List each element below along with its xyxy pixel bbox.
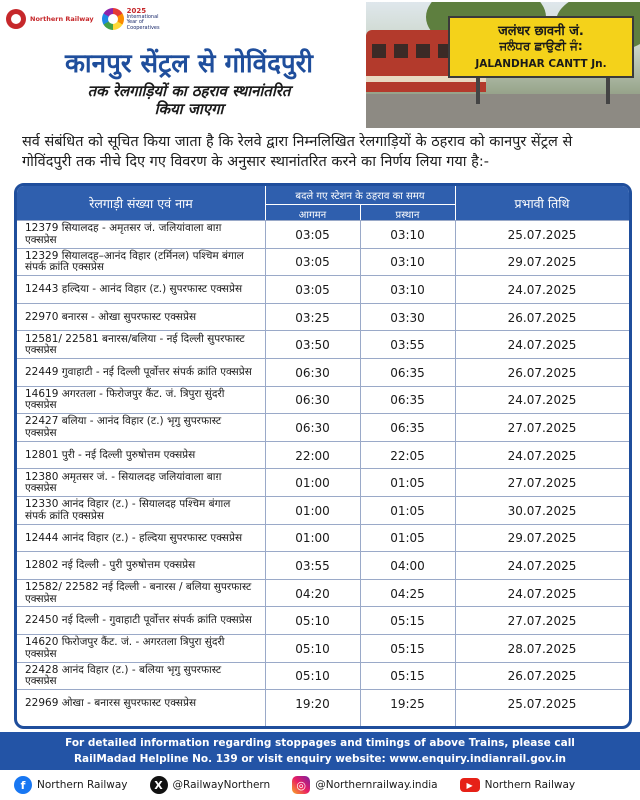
train-name-cell: 14620 फिरोजपुर कैंट. जं. - अगरतला त्रिपुरा सुंदरी एक्सप्रेस xyxy=(25,636,225,660)
table-row xyxy=(17,634,629,663)
effective-date-cell: 26.07.2025 xyxy=(507,365,577,380)
train-name-cell: 22969 ओखा - बनारस सुपरफास्ट एक्सप्रेस xyxy=(25,697,197,710)
page-subtitle xyxy=(14,82,364,118)
table-row xyxy=(17,606,629,635)
x-link[interactable] xyxy=(150,776,271,794)
facebook-link[interactable] xyxy=(14,776,128,794)
railway-emblem-icon xyxy=(6,9,26,29)
departure-cell: 03:30 xyxy=(390,310,425,325)
x-label: @RailwayNorthern xyxy=(172,779,271,791)
arrival-cell: 05:10 xyxy=(295,614,330,629)
table-row xyxy=(17,468,629,497)
arrival-cell: 19:20 xyxy=(295,696,330,711)
youtube-icon: ▶ xyxy=(460,778,480,792)
column-divider xyxy=(455,220,456,726)
railway-name: Northern Railway xyxy=(30,14,94,23)
arrival-cell: 03:05 xyxy=(295,227,330,242)
train-name-cell: 12581/ 22581 बनारस/बलिया - नई दिल्ली सुपरफास्ट एक्सप्रेस xyxy=(25,332,245,357)
instagram-link[interactable] xyxy=(292,776,437,794)
train-name-cell: 14619 अगरतला - फिरोजपुर कैंट. जं. त्रिपुरा सुंदरी एक्सप्रेस xyxy=(25,387,225,412)
arrival-cell: 01:00 xyxy=(295,503,330,518)
header-divider xyxy=(265,186,266,220)
header-train: रेलगाड़ी संख्या एवं नाम xyxy=(89,196,193,211)
train-name-cell: 12443 हल्दिया - आनंद विहार (ट.) सुपरफास्ट एक्सप्रेस xyxy=(25,283,243,296)
footer-line-1: For detailed information regarding stoppages and timings of above Trains, please call xyxy=(65,737,575,749)
platform-shape xyxy=(366,94,640,128)
schedule-table xyxy=(14,183,632,729)
northern-railway-logo xyxy=(6,9,94,29)
departure-cell: 01:05 xyxy=(390,503,425,518)
table-row xyxy=(17,358,629,387)
sign-line-1: जलंधर छावनी जं. xyxy=(498,24,584,39)
sign-pole xyxy=(476,74,480,104)
iyc-ring-icon xyxy=(102,8,124,30)
effective-date-cell: 24.07.2025 xyxy=(507,338,577,353)
header xyxy=(0,0,640,128)
departure-cell: 04:00 xyxy=(390,558,425,573)
arrival-cell: 01:00 xyxy=(295,476,330,491)
arrival-cell: 04:20 xyxy=(295,586,330,601)
x-icon: X xyxy=(150,776,168,794)
sign-line-3: JALANDHAR CANTT Jn. xyxy=(475,58,607,70)
table-row xyxy=(17,386,629,415)
effective-date-cell: 27.07.2025 xyxy=(507,420,577,435)
departure-cell: 05:15 xyxy=(390,614,425,629)
facebook-icon: f xyxy=(14,776,32,794)
table-header xyxy=(17,186,629,220)
train-name-cell: 12379 सियालदह - अमृतसर जं. जलियांवाला बाग़ एक्सप्रेस xyxy=(25,222,222,246)
effective-date-cell: 24.07.2025 xyxy=(507,393,577,408)
sign-line-2: ਜਲੰਧਰ ਛਾਉਣੀ ਜੰ: xyxy=(499,39,583,53)
footer-info xyxy=(0,732,640,770)
arrival-cell: 05:10 xyxy=(295,641,330,656)
departure-cell: 03:10 xyxy=(390,282,425,297)
departure-cell: 01:05 xyxy=(390,531,425,546)
train-name-cell: 22970 बनारस - ओखा सुपरफास्ट एक्सप्रेस xyxy=(25,310,197,323)
arrival-cell: 06:30 xyxy=(295,393,330,408)
departure-cell: 03:55 xyxy=(390,338,425,353)
social-bar xyxy=(0,770,640,800)
table-row xyxy=(17,689,629,718)
table-row xyxy=(17,220,629,249)
arrival-cell: 03:05 xyxy=(295,255,330,270)
iyc-text: International Year of Cooperatives xyxy=(126,13,160,31)
table-row xyxy=(17,248,629,277)
header-arrival: आगमन xyxy=(298,210,327,221)
sign-pole xyxy=(606,74,610,104)
subtitle-line-1: तक रेलगाड़ियों का ठहराव स्थानांतरित xyxy=(87,82,291,100)
intro-text: सर्व संबंधित को सूचित किया जाता है कि रेलवे द्वारा निम्नलिखित रेलगाड़ियों के ठहराव को कानपुर सेंट्रल से गोविंदपुरी तक नीचे दिए गए विवरण के अनुसार स्थानांतरित करने का निर्णय लिया गया है:- xyxy=(22,134,573,170)
effective-date-cell: 24.07.2025 xyxy=(507,448,577,463)
effective-date-cell: 29.07.2025 xyxy=(507,531,577,546)
departure-cell: 05:15 xyxy=(390,641,425,656)
iyc-logo xyxy=(102,7,169,32)
header-divider xyxy=(360,204,361,220)
train-name-cell: 22450 नई दिल्ली - गुवाहाटी पूर्वोत्तर संपर्क क्रांति एक्सप्रेस xyxy=(25,614,252,627)
train-name-cell: 12802 नई दिल्ली - पुरी पुरुषोत्तम एक्सप्रेस xyxy=(25,559,196,572)
effective-date-cell: 26.07.2025 xyxy=(507,669,577,684)
train-window xyxy=(372,44,386,58)
youtube-link[interactable] xyxy=(460,778,576,792)
departure-cell: 03:10 xyxy=(390,255,425,270)
arrival-cell: 22:00 xyxy=(295,448,330,463)
train-name-cell: 22427 बलिया - आनंद विहार (ट.) भृगु सुपरफास्ट एक्सप्रेस xyxy=(25,415,222,439)
train-window xyxy=(416,44,430,58)
table-row xyxy=(17,579,629,608)
table-row xyxy=(17,413,629,442)
effective-date-cell: 27.07.2025 xyxy=(507,476,577,491)
subtitle-line-2: किया जाएगा xyxy=(154,100,224,118)
departure-cell: 19:25 xyxy=(390,696,425,711)
departure-cell: 22:05 xyxy=(390,448,425,463)
departure-cell: 01:05 xyxy=(390,476,425,491)
iyc-year: 2025 xyxy=(126,6,147,15)
departure-cell: 06:35 xyxy=(390,365,425,380)
header-divider xyxy=(455,186,456,220)
effective-date-cell: 25.07.2025 xyxy=(507,696,577,711)
instagram-icon: ◎ xyxy=(292,776,310,794)
effective-date-cell: 27.07.2025 xyxy=(507,614,577,629)
departure-cell: 06:35 xyxy=(390,393,425,408)
header-date: प्रभावी तिथि xyxy=(514,196,570,211)
station-photo xyxy=(366,2,640,128)
footer-line-2: RailMadad Helpline No. 139 or visit enquiry website: www.enquiry.indianrail.gov.in xyxy=(73,753,567,765)
effective-date-cell: 26.07.2025 xyxy=(507,310,577,325)
logo-row xyxy=(6,4,169,34)
train-name-cell: 12444 आनंद विहार (ट.) - हल्दिया सुपरफास्ट एक्सप्रेस xyxy=(25,531,243,544)
arrival-cell: 01:00 xyxy=(295,531,330,546)
station-sign xyxy=(448,16,634,78)
train-name-cell: 12330 आनंद विहार (ट.) - सियालदह पश्चिम बंगाल संपर्क क्रांति एक्सप्रेस xyxy=(25,498,231,522)
train-name-cell: 12380 अमृतसर जं. - सियालदह जलियांवाला बाग़ एक्सप्रेस xyxy=(25,470,222,495)
table-row xyxy=(17,441,629,470)
arrival-cell: 03:55 xyxy=(295,558,330,573)
departure-cell: 06:35 xyxy=(390,420,425,435)
youtube-label: Northern Railway xyxy=(484,779,576,791)
effective-date-cell: 24.07.2025 xyxy=(507,558,577,573)
page-title: कानपुर सेंट्रल से गोविंदपुरी xyxy=(64,49,314,79)
column-divider xyxy=(360,220,361,726)
arrival-cell: 03:25 xyxy=(295,310,330,325)
header-departure: प्रस्थान xyxy=(395,210,420,221)
effective-date-cell: 24.07.2025 xyxy=(507,586,577,601)
effective-date-cell: 25.07.2025 xyxy=(507,227,577,242)
arrival-cell: 03:50 xyxy=(295,338,330,353)
table-row xyxy=(17,330,629,359)
train-window xyxy=(394,44,408,58)
departure-cell: 03:10 xyxy=(390,227,425,242)
train-name-cell: 12801 पुरी - नई दिल्ली पुरुषोत्तम एक्सप्रेस xyxy=(25,448,196,461)
table-row xyxy=(17,662,629,691)
train-name-cell: 22449 गुवाहाटी - नई दिल्ली पूर्वोत्तर संपर्क क्रांति एक्सप्रेस xyxy=(25,366,252,379)
train-name-cell: 12329 सियालदह–आनंद विहार (टर्मिनल) पश्चिम बंगाल संपर्क क्रांति एक्सप्रेस xyxy=(25,249,244,274)
departure-cell: 04:25 xyxy=(390,586,425,601)
table-row xyxy=(17,275,629,304)
effective-date-cell: 30.07.2025 xyxy=(507,503,577,518)
effective-date-cell: 24.07.2025 xyxy=(507,282,577,297)
arrival-cell: 03:05 xyxy=(295,282,330,297)
instagram-label: @Northernrailway.india xyxy=(315,779,438,791)
train-name-cell: 12582/ 22582 नई दिल्ली - बनारस / बलिया सुपरफास्ट एक्सप्रेस xyxy=(25,581,252,605)
arrival-cell: 06:30 xyxy=(295,420,330,435)
effective-date-cell: 29.07.2025 xyxy=(507,255,577,270)
departure-cell: 05:15 xyxy=(390,669,425,684)
table-row xyxy=(17,303,629,332)
table-row xyxy=(17,551,629,580)
column-divider xyxy=(265,220,266,726)
header-time-group: बदले गए स्टेशन के ठहराव का समय xyxy=(295,191,425,202)
arrival-cell: 05:10 xyxy=(295,669,330,684)
table-row xyxy=(17,524,629,553)
train-name-cell: 22428 आनंद विहार (ट.) - बलिया भृगु सुपरफास्ट एक्सप्रेस xyxy=(25,663,222,688)
arrival-cell: 06:30 xyxy=(295,365,330,380)
table-row xyxy=(17,496,629,525)
header-divider xyxy=(265,204,455,205)
facebook-label: Northern Railway xyxy=(37,779,128,791)
effective-date-cell: 28.07.2025 xyxy=(507,641,577,656)
